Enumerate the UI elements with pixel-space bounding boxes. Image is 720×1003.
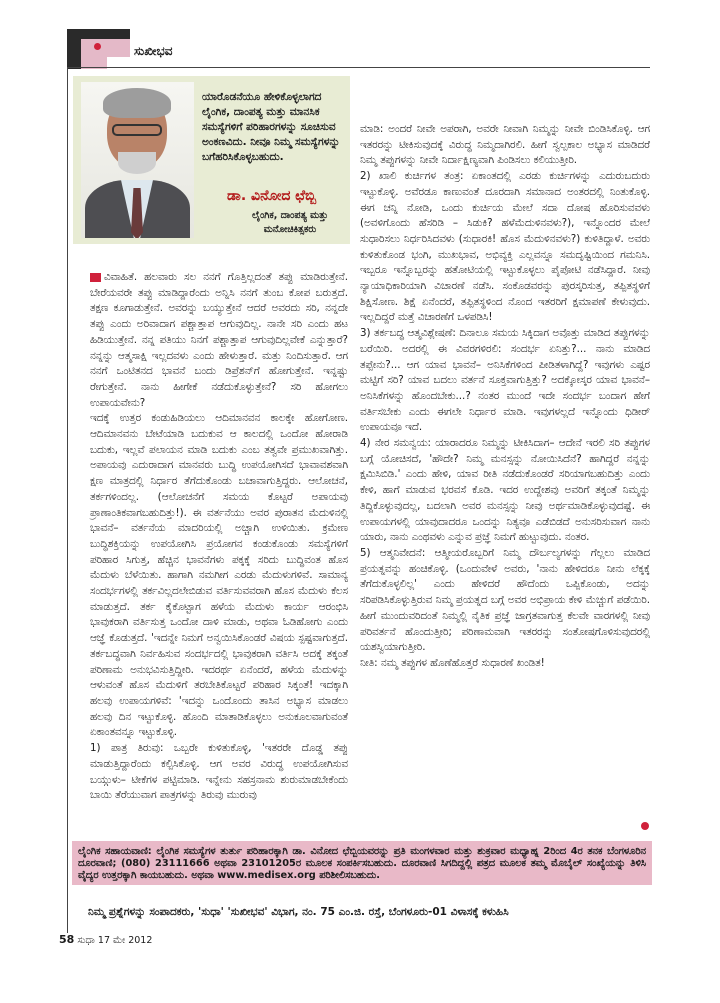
question-paragraph: ವಿವಾಹಿತೆ. ಹಲವಾರು ಸಲ ನನಗೆ ಗೊತ್ತಿಲ್ಲದಂತೆ ತಪ್ಪು ಮಾಡಿರುತ್ತೇನೆ. ಬೇರೆಯವರೇ ತಪ್ಪು ಮಾಡಿದ್ದಾರೆಂದು ಅನ್ನಿಸಿ ನನಗೆ ತುಂಬ ಕೋಪ ಬರುತ್ತದೆ. ತಕ್ಷಣ ಕೂಗಾಡುತ್ತೇನೆ. ಅವರನ್ನು ಬಯ್ಯುತ್ತೇನೆ ಆದರೆ ಅವರದು ಸರಿ, ನನ್ನದೇ ತಪ್ಪು ಎಂದು ಅರಿವಾದಾಗ ಪಶ್ಚಾತ್ತಾಪ ಆಗುವುದಿಲ್ಲ. ನಾನೇ ಸರಿ ಎಂದು ಹಟ ಹಿಡಿಯುತ್ತೇನೆ. ನನ್ನ ಪತಿಯು ನಿನಗೆ ಪಶ್ಚಾತ್ತಾಪ ಆಗುವುದಿಲ್ಲವೇಕೆ ಎನ್ನುತ್ತಾರೆ? ನನ್ನನ್ನು ಆತ್ಮಸಾಕ್ಷಿ ಇಲ್ಲದವಳು ಎಂದು ಹೇಳುತ್ತಾರೆ. ಮತ್ತು ನಿಂದಿಸುತ್ತಾರೆ. ಆಗ ನನಗೆ ಒಂಟಿತನದ ಭಾವನೆ ಬಂದು ಡಿಪ್ರೆಶನ್‌ಗೆ ಹೋಗುತ್ತೇನೆ. ಇನ್ನಷ್ಟು ರೇಗುತ್ತೇನೆ. ನಾನು ಹೀಗೇಕೆ ನಡೆದುಕೊಳ್ಳುತ್ತೇನೆ? ಸರಿ ಹೋಗಲು ಉಪಾಯವೇನು? bbox=[90, 271, 348, 409]
corner-red-dot bbox=[94, 43, 101, 50]
point-1-paragraph: 1) ಪಾತ್ರ ತಿರುವು: ಒಬ್ಬರೇ ಕುಳಿತುಕೊಳ್ಳಿ, 'ಇತರರೇ ದೊಡ್ಡ ತಪ್ಪು ಮಾಡುತ್ತಿದ್ದಾರೆಂದು ಕಲ್ಪಿಸಿಕೊಳ್ಳಿ. ಆಗ ಅವರ ವಿರುದ್ಧ ಉಪಯೋಗಿಸುವ ಬಯ್ಗುಳು– ಟೀಕೆಗಳ ಪಟ್ಟಿಮಾಡಿ. ಇನ್ನೇನು ಸಹಸ್ರನಾಮ ಶುರುಮಾಡಬೇಕೆಂದು ಬಾಯಿ ತೆರೆಯುವಾಗ ಪಾತ್ರಗಳನ್ನು ತಿರುವು ಮುರುವು bbox=[90, 742, 348, 802]
right-column bbox=[360, 122, 650, 672]
footer-address: ನಿಮ್ಮ ಪ್ರಶ್ನೆಗಳನ್ನು ಸಂಪಾದಕರು, 'ಸುಧಾ' 'ಸುಖೀಭವ' ವಿಭಾಗ, ನಂ. 75 ಎಂ.ಜಿ. ರಸ್ತೆ, ಬೆಂಗಳೂರು-01 ವಿಳಾಸಕ್ಕೆ ಕಳುಹಿಸಿ bbox=[88, 906, 509, 918]
closing-line: ನೀತಿ: ನಮ್ಮ ತಪ್ಪುಗಳ ಹೊಣೆಹೊತ್ತರೆ ಸುಧಾರಣೆ ಖಂಡಿತ! bbox=[360, 656, 545, 669]
intro-box bbox=[73, 76, 350, 244]
page-info bbox=[59, 933, 152, 946]
header-rule bbox=[67, 67, 650, 68]
point-5-paragraph: 5) ಆತ್ಮನಿವೇದನೆ: ಆತ್ಮೀಯರೊಬ್ಬರಿಗೆ ನಿಮ್ಮ ದೌರ್ಬಲ್ಯಗಳನ್ನು ಗೆಲ್ಲಲು ಮಾಡಿದ ಪ್ರಯತ್ನವನ್ನು ಹಂಚಿಕೊಳ್ಳಿ. (ಒಂದುವೇಳೆ ಅವರು, 'ನಾನು ಹೇಳಿದರೂ ನೀನು ಲೆಕ್ಕಕ್ಕೆ ತೆಗೆದುಕೊಳ್ಳಲಿಲ್ಲ' ಎಂದು ಹೇಳಿದರೆ ಹೌದೆಂದು ಒಪ್ಪಿಕೊಂಡು, ಅದನ್ನು ಸರಿಪಡಿಸಿಕೊಳ್ಳುತ್ತಿರುವ ನಿಮ್ಮ ಪ್ರಯತ್ನದ ಬಗ್ಗೆ ಅವರ ಅಭಿಪ್ರಾಯ ಕೇಳಿ ಮೆಚ್ಚುಗೆ ಪಡೆಯಿರಿ. ಹೀಗೆ ಮುಂದುವರಿದಂತೆ ನಿಮ್ಮಲ್ಲಿ ನೈತಿಕ ಪ್ರಜ್ಞೆ ಜಾಗ್ರತವಾಗುತ್ತ ಕೆಲವೇ ವಾರಗಳಲ್ಲಿ ನೀವು ಪರಿವರ್ತನೆ ಹೊಂದುತ್ತೀರಿ; ಪರಿಣಾಮವಾಗಿ ಇತರರನ್ನು ಸಂತೋಷಗೊಳಿಸುವುದರಲ್ಲಿ ಯಶಸ್ವಿಯಾಗುತ್ತೀರಿ. bbox=[360, 546, 650, 654]
author-name: ಡಾ. ವಿನೋದ ಛೆಬ್ಬಿ bbox=[227, 188, 317, 204]
end-mark-dot bbox=[641, 822, 649, 830]
answer-paragraph: ಇದಕ್ಕೆ ಉತ್ತರ ಕಂಡುಹಿಡಿಯಲು ಆದಿಮಾನವನ ಕಾಲಕ್ಕೇ ಹೋಗೋಣ. ಆದಿಮಾನವನು ಬೇಟೆಯಾಡಿ ಬದುಕುವ ಆ ಕಾಲದಲ್ಲಿ ಒಂದೋ ಹೋರಾಡಿ ಬದುಕು, ಇಲ್ಲವೆ ಪಲಾಯನ ಮಾಡಿ ಬದುಕು ಎಂಬ ತತ್ವವೇ ಪ್ರಮುಖವಾಗಿತ್ತು. ಅಪಾಯವು ಎದುರಾದಾಗ ಮಾನವರು ಬುದ್ಧಿ ಉಪಯೋಗಿಸದೆ ಭಾವಾವಶವಾಗಿ ಕ್ಷಣ ಮಾತ್ರದಲ್ಲಿ ನಿರ್ಧಾರ ತೆಗೆದುಕೊಂಡು ಬಚಾವಾಗುತ್ತಿದ್ದರು. ಆಲೋಚನೆ, ತರ್ಕಗಳಿಂದಲ್ಲ. (ಆಲೋಚನೆಗೆ ಸಮಯ ಕೊಟ್ಟರೆ ಅಪಾಯವು ಪ್ರಾಣಾಂತಿಕವಾಗಬಹುದಿತ್ತು!). ಈ ವರ್ತನೆಯು ಅವರ ಪುರಾತನ ಮೆದುಳಿನಲ್ಲಿ ಭಾವನೆ– ವರ್ತನೆಯ ಮಾದರಿಯಲ್ಲಿ ಅಚ್ಚಾಗಿ ಉಳಿಯಿತು. ಕ್ರಮೇಣ ಬುದ್ಧಿಶಕ್ತಿಯನ್ನು ಉಪಯೋಗಿಸಿ ಪ್ರಯೋಗನ ಕಂಡುಕೊಂಡು ಸಮಸ್ಯೆಗಳಿಗೆ ಪರಿಹಾರ ಸಿಗುತ್ತ, ಹೆಚ್ಚಿನ ಭಾವನೆಗಳು ಪಕ್ಕಕ್ಕೆ ಸರಿದು ಬುದ್ಧಿವಂತ ಹೊಸ ಮೆದುಳು ಬೆಳೆಯಿತು. ಹಾಗಾಗಿ ನಮಗೀಗ ಎರಡು ಮೆದುಳುಗಳಿವೆ. ಸಾಮಾನ್ಯ ಸಂದರ್ಭಗಳಲ್ಲಿ ತರ್ಕವಿಲ್ಲದಲೇಬಿಡುವ ವರ್ತಿಸುವವರಾಗಿ ಹೊಸ ಮೆದುಳು ಕೆಲಸ ಮಾಡುತ್ತದೆ. ತರ್ಕ ಕೈಕೊಟ್ಟಾಗ ಹಳೆಯ ಮೆದುಳು ಕಾರ್ಯ ಆರಂಭಿಸಿ ಭಾವುಕರಾಗಿ ವರ್ತಿಸುತ್ತ ಒಂದೋ ದಾಳಿ ಮಾಡು, ಅಥವಾ ಓಡಿಹೋಗು ಎಂದು ಆಜ್ಞೆ ಕೊಡುತ್ತದೆ. 'ಇದನ್ನೇ ನಿಮಗೆ ಅನ್ವಯಿಸಿಕೊಂಡರೆ ವಿಷಯ ಸ್ಪಷ್ಟವಾಗುತ್ತದೆ. ತರ್ಕಬದ್ಧವಾಗಿ ನಿರ್ವಹಿಸುವ ಸಂದರ್ಭದಲ್ಲಿ ಭಾವುಕರಾಗಿ ವರ್ತಿಸಿ ಅದಕ್ಕೆ ತಕ್ಕಂತೆ ಪರಿಣಾಮ ಅನುಭವಿಸುತ್ತಿದ್ದೀರಿ. ಇದರರ್ಥ ಏನೆಂದರೆ, ಹಳೆಯ ಮೆದುಳನ್ನು ಆಳುವಂತೆ ಹೊಸ ಮೆದುಳಿಗೆ ತರಬೇತಿಕೊಟ್ಟರೆ ಪರಿಹಾರ ಸಿಕ್ಕಂತೆ! ಇದಕ್ಕಾಗಿ ಹಲವು ಉಪಾಯಗಳಿವೆ: 'ಇದನ್ನು ಒಂದೊಂದು ತಾಸಿನ ಅಭ್ಯಾಸ ಮಾಡಲು ಹಲವು ದಿನ ಇಟ್ಟುಕೊಳ್ಳಿ. ಹೊಂದಿ ಮಾತಾಡಿಕೊಳ್ಳಲು ಅನುಕೂಲವಾಗುವಂತೆ ಏಕಾಂತವನ್ನೂ ಇಟ್ಟುಕೊಳ್ಳಿ. bbox=[90, 412, 348, 739]
page-number: 58 bbox=[59, 933, 75, 946]
left-border-line bbox=[67, 67, 68, 933]
question-marker-icon bbox=[90, 273, 101, 282]
left-column bbox=[90, 270, 348, 804]
point-3-paragraph: 3) ತರ್ಕಬದ್ಧ ಆತ್ಮವಿಶ್ಲೇಷಣೆ: ದಿನಾಲೂ ಸಮಯ ಸಿಕ್ಕಿದಾಗ ಅವೊತ್ತು ಮಾಡಿದ ತಪ್ಪುಗಳನ್ನು ಬರೆಯಿರಿ. ಅದರಲ್ಲಿ ಈ ವಿವರಗಳಿರಲಿ: ಸಂದರ್ಭ ಏನಿತ್ತು?... ನಾನು ಮಾಡಿದ ತಪ್ಪೇನು?... ಆಗ ಯಾವ ಭಾವನೆ– ಅನಿಸಿಕೆಗಳಿಂದ ಪೀಡಿತಳಾಗಿದ್ದೆ? ಇವುಗಳು ಎಷ್ಟರ ಮಟ್ಟಿಗೆ ಸರಿ? ಯಾವ ಬದಲು ವರ್ತನೆ ಸೂಕ್ತವಾಗುತ್ತಿತ್ತು? ಅದಕ್ಕೋಸ್ಕರ ಯಾವ ಭಾವನೆ– ಅನಿಸಿಕೆಗಳನ್ನು ಹೊಂದಬೇಕು...? ನಂತರ ಮುಂದೆ ಇದೇ ಸಂದರ್ಭ ಬಂದಾಗ ಹೇಗೆ ವರ್ತಿಸಬೇಕು ಎಂದು ಈಗಲೇ ನಿರ್ಧಾರ ಮಾಡಿ. ಇವುಗಳಲ್ಲದೆ ಇನ್ನೊಂದು ಧಿಡೀರ್ ಉಪಾಯವೂ ಇದೆ. bbox=[360, 327, 650, 434]
author-role: ಲೈಂಗಿಕ, ದಾಂಪತ್ಯ ಮತ್ತು ಮನೋಚಿಕಿತ್ಸಕರು bbox=[251, 210, 329, 235]
author-portrait bbox=[81, 82, 194, 238]
continuation-paragraph: ಮಾಡಿ: ಅಂದರೆ ನೀವೇ ಅಪರಾಗಿ, ಅವರೇ ನೀವಾಗಿ ನಿಮ್ಮನ್ನು ನೀವೇ ಬಿಂಡಿಸಿಕೊಳ್ಳಿ. ಆಗ ಇತರರನ್ನು ಟೀಕಿಸುವುದಕ್ಕೆ ವಿರುದ್ಧ ನಿಮ್ಮದಾಗಿರಲಿ. ಹೀಗೆ ಸ್ವಲ್ಪಕಾಲ ಅಭ್ಯಾಸ ಮಾಡಿದರೆ ನಿಮ್ಮ ತಪ್ಪುಗಳನ್ನು ನೀವೇ ನಿರ್ದಾಕ್ಷಿಣ್ಯವಾಗಿ ಪಿಂಡಿಸಲು ಕಲಿಯುತ್ತೀರಿ. bbox=[360, 123, 650, 167]
point-4-paragraph: 4) ನೇರ ಸಮನ್ವಯ: ಯಾರಾದರೂ ನಿಮ್ಮನ್ನು ಟೀಕಿಸಿದಾಗ– ಆದೇನೆ ಇರಲಿ ಸರಿ ತಪ್ಪುಗಳ ಬಗ್ಗೆ ಯೋಚಿಸದೆ, 'ಹೌದೇ? ನಿಮ್ಮ ಮನಸ್ಸನ್ನು ನೋಯಿಸಿದೆನೆ? ಹಾಗಿದ್ದರೆ ನನ್ನನ್ನು ಕ್ಷಮಿಸಿಬಿಡಿ.' ಎಂದು ಹೇಳಿ, ಯಾವ ರೀತಿ ನಡೆದುಕೊಂಡರೆ ಸರಿಯಾಗಬಹುದಿತ್ತು ಎಂದು ಕೇಳಿ, ಹಾಗೆ ಮಾಡುವ ಭರವಸೆ ಕೊಡಿ. ಇದರ ಉದ್ದೇಶವು ಅವರಿಗೆ ತಕ್ಕಂತೆ ನಿಮ್ಮನ್ನು ತಿದ್ದಿಕೊಳ್ಳುವುದಲ್ಲ, ಬದಲಾಗಿ ಅವರ ಮನಸ್ಸನ್ನು ನೀವು ಅರ್ಥಮಾಡಿಕೊಳ್ಳುವುದಷ್ಟೆ. ಈ ಉಪಾಯಗಳಲ್ಲಿ ಯಾವುದಾದರೂ ಒಂದನ್ನು ನಿತ್ಯವೂ ಎಡೆಬಿಡದೆ ಅನುಸರಿಸುವಾಗ ನಾನು ಯಾರು, ನಾನು ಎಂಥವಳು ಎನ್ನುವ ಪ್ರಜ್ಞೆ ನಿಮಗೆ ಹುಟ್ಟುವುದು. ನಂತರ. bbox=[360, 437, 650, 544]
intro-text: ಯಾರೊಡನೆಯೂ ಹೇಳಿಕೊಳ್ಳಲಾಗದ ಲೈಂಗಿಕ, ದಾಂಪತ್ಯ ಮತ್ತು ಮಾನಸಿಕ ಸಮಸ್ಯೆಗಳಿಗೆ ಪರಿಹಾರಗಳನ್ನು ಸೂಚಿಸುವ ಅಂಕಣವಿದು. ನೀವೂ ನಿಮ್ಮ ಸಮಸ್ಯೆಗಳನ್ನು ಬಗೆಹರಿಸಿಕೊಳ್ಳಬಹುದು. bbox=[202, 91, 341, 163]
helpline-box: ಲೈಂಗಿಕ ಸಹಾಯವಾಣಿ: ಲೈಂಗಿಕ ಸಮಸ್ಯೆಗಳ ತುರ್ತು ಪರಿಹಾರಕ್ಕಾಗಿ ಡಾ. ವಿನೋದ ಛೆಬ್ಬಿಯವರನ್ನು ಪ್ರತಿ ಮಂಗಳವಾರ ಮತ್ತು ಶುಕ್ರವಾರ ಮಧ್ಯಾಹ್ನ 2ರಿಂದ 4ರ ತನಕ ಬೆಂಗಳೂರಿನ ದೂರವಾಣಿ; (080) 23111666 ಅಥವಾ 23101205ರ ಮೂಲಕ ಸಂಪರ್ಕಿಸಬಹುದು. ದೂರವಾಣಿ ಸಿಗದಿದ್ದಲ್ಲಿ ಪತ್ರದ ಮೂಲಕ ತಮ್ಮ ಮೊಬೈಲ್ ಸಂಖ್ಯೆಯನ್ನು ತಿಳಿಸಿ ವೈದ್ಯರ ಉತ್ತರಕ್ಕಾಗಿ ಕಾಯಬಹುದು. ಅಥವಾ www.medisex.org ಪರಿಶೀಲಿಸಬಹುದು. bbox=[72, 841, 652, 885]
section-label: ಸುಖೀಭವ bbox=[134, 44, 173, 58]
point-2-paragraph: 2) ಖಾಲಿ ಕುರ್ಚಿಗಳ ತಂತ್ರ: ಏಕಾಂತದಲ್ಲಿ ಎರಡು ಕುರ್ಚಿಗಳನ್ನು ಎದುರುಬದುರು ಇಟ್ಟುಕೊಳ್ಳಿ. ಅವೆರಡೂ ಕಾಣುವಂತೆ ದೂರದಾಗಿ ಸಮಾನಾದ ಅಂತರದಲ್ಲಿ ನಿಂತುಕೊಳ್ಳಿ. ಈಗ ಚನ್ನಿ ನೋಡಿ, ಒಂದು ಕುರ್ಚಿಯ ಮೇಲೆ ಸದಾ ದೋಷ ಹೊರಿಸುವವಳು (ಅವಳಿಗೊಂದು ಹೆಸರಿಡಿ – ಸಿಡುಕಿ? ಹಳೆಮೆದುಳಿನವಳು?), ಇನ್ನೊಂದರ ಮೇಲೆ ಸುಧಾರಿಸಲು ನಿರ್ಧರಿಸಿದವಳು (ಸುಧಾರಕಿ! ಹೊಸ ಮೆದುಳಿನವಳು?) ಕುಳಿತಿದ್ದಾಳೆ. ಅವರು ಕುಳಿತುಕೊಂಡ ಭಂಗಿ, ಮುಖಭಾವ, ಅಭಿವ್ಯಕ್ತಿ ಎಲ್ಲವನ್ನೂ ಸಮದೃಷ್ಟಿಯಿಂದ ಗಮನಿಸಿ. ಇಬ್ಬರೂ ಇನ್ನೊಬ್ಬರನ್ನು ಹತೋಟಿಯಲ್ಲಿ ಇಟ್ಟುಕೊಳ್ಳಲು ಪೈಪೋಟಿ ನಡೆಸಿದ್ದಾರೆ. ನೀವು ನ್ಯಾಯಾಧಿಕಾರಿಯಾಗಿ ವಿಚಾರಣೆ ನಡೆಸಿ. ಸಂಕೊಡವರನ್ನು ಪುರಸ್ಕರಿಸುತ್ತ, ತಪ್ಪಿತಸ್ಥಳಿಗೆ ಶಿಕ್ಷಿಸೋಣ. ಶಿಕ್ಷೆ ಏನೆಂದರೆ, ತಪ್ಪಿತಸ್ಥಳಿಂದ ನೊಂದ ಇತರರಿಗೆ ಕ್ಷಮಾಪಣೆ ಕೇಳುವುದು. ಇಲ್ಲದಿದ್ದರೆ ಮತ್ತೆ ವಿಚಾರಣೆಗೆ ಒಳಪಡಿಸಿ! bbox=[360, 170, 650, 324]
section-corner-graphic bbox=[67, 29, 130, 69]
issue-line: ಸುಧಾ 17 ಮೇ 2012 bbox=[77, 935, 153, 946]
